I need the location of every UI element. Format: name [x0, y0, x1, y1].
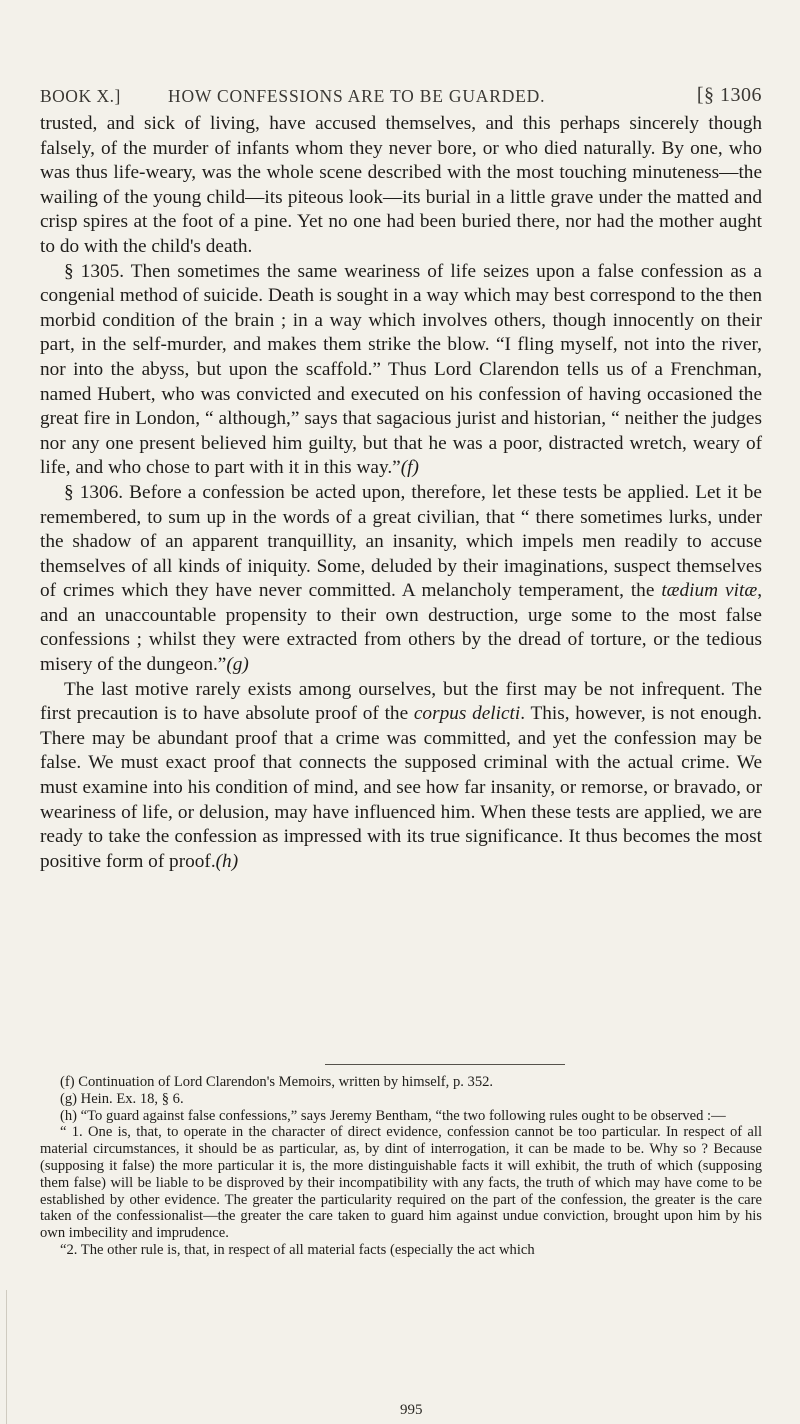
italic-taedium-vitae: tædium vitæ: [661, 580, 758, 602]
italic-corpus-delicti: corpus delicti: [413, 703, 521, 725]
paragraph-1306-text-a: § 1306. Before a confession be acted upon, therefore, let these tests be applied. Let it be remembered, to sum up in the words of a great civilian, that “ there sometimes lurks, under the shadow of an apparent tranquillity, an insanity, which impels men readily to accuse themselves of all kinds of iniquity. Some, deluded by their imaginations, suspect themselves of crimes which they have never committed. A melancholy temperament, the: [40, 481, 762, 602]
chapter-title: HOW CONFESSIONS ARE TO BE GUARDED.: [168, 86, 546, 106]
footnote-h: (h) “To guard against false confessions,” says Jeremy Bentham, “the two following rules ought to be observed :—: [60, 1107, 726, 1124]
footnote-divider: [325, 1064, 565, 1065]
page-edge: [0, 1290, 7, 1424]
footnote-g: (g) Hein. Ex. 18, § 6.: [60, 1090, 184, 1107]
section-number: [§ 1306: [696, 84, 762, 106]
paragraph-4-text-a: The last motive rarely exists among ourselves, but the first may be not infrequent. The first precaution is to have absolute proof of the: [40, 678, 762, 725]
footnote-f: (f) Continuation of Lord Clarendon's Memoirs, written by himself, p. 352.: [60, 1074, 494, 1090]
footnote-h-rule-1: “ 1. One is, that, to operate in the character of direct evidence, confession cannot be too particular. In respect of all material circumstances, it should be as particular, as, by dint of interrogation, it can be made to be. Why so ? Because (supposing it false) the more particular it is, the more distinguishable facts it will exhibit, the truth of which (supposing them false) will be liable to be disproved by their incompatibility with any facts, the truth of which may have come to be established by other evidence. The greater the particularity required on the part of the confession, the greater is the care taken of the confessionalist—the greater the care taken to guard him against undue conviction, brought upon him by his own imbecility and imprudence.: [40, 1124, 762, 1242]
footnote-ref-f: (f): [400, 457, 419, 479]
footnotes: [40, 1074, 762, 1259]
running-head: [40, 86, 762, 112]
footnote-h-rule-2: “2. The other rule is, that, in respect of all material facts (especially the act which: [60, 1241, 535, 1258]
paragraph-section-1305: [40, 260, 762, 481]
paragraph-corpus-delicti: [40, 678, 762, 875]
paragraph-1306-text-b: , and an unaccountable propensity to their own destruction, urge some to the most false confessions ; whilst they were extracted from others by the dread of torture, or the tedious misery of the dungeon.”: [40, 580, 763, 676]
paragraph-1: trusted, and sick of living, have accused themselves, and this perhaps sincerely though falsely, of the murder of infants whom they never bore, or who died naturally. By one, who was thus life-weary, was the whole scene described with the most touching minuteness—the wailing of the young child—its piteous look—its burial in a little grave under the matted and crisp spires at the foot of a pine. Yet no one had been buried there, nor had the mother aught to do with the child's death.: [40, 113, 762, 257]
paragraph-1305-text: § 1305. Then sometimes the same weariness of life seizes upon a false confession as a congenial method of suicide. Death is sought in a way which may best correspond to the then morbid condition of the brain ; in a way which involves others, though innocently on their part, in the self-murder, and makes them strike the blow. “I fling myself, not into the river, nor into the abyss, but upon the scaffold.” Thus Lord Clarendon tells us of a Frenchman, named Hubert, who was convicted and executed on his confession of having occasioned the great fire in London, “ although,” says that sagacious jurist and historian, “ neither the judges nor any one present believed him guilty, but that he was a poor, distracted wretch, weary of life, and who chose to part with it in this way.”: [40, 260, 762, 479]
paragraph-4-text-b: . This, however, is not enough. There may be abundant proof that a crime was committed, and yet the confession may be false. We must exact proof that connects the supposed criminal with the actual crime. We must examine into his condition of mind, and see how far insanity, or remorse, or bravado, or weariness of life, or delusion, may have influenced him. When these tests are applied, we are ready to take the confession as impressed with its true significance. It thus becomes the most positive form of proof.: [40, 703, 762, 872]
page-number: 995: [400, 1402, 423, 1418]
book-label: BOOK X.]: [40, 86, 121, 106]
body-text: [40, 112, 762, 874]
footnote-ref-g: (g): [226, 654, 249, 676]
paragraph-section-1306: [40, 481, 762, 678]
footnote-ref-h: (h): [215, 850, 239, 872]
